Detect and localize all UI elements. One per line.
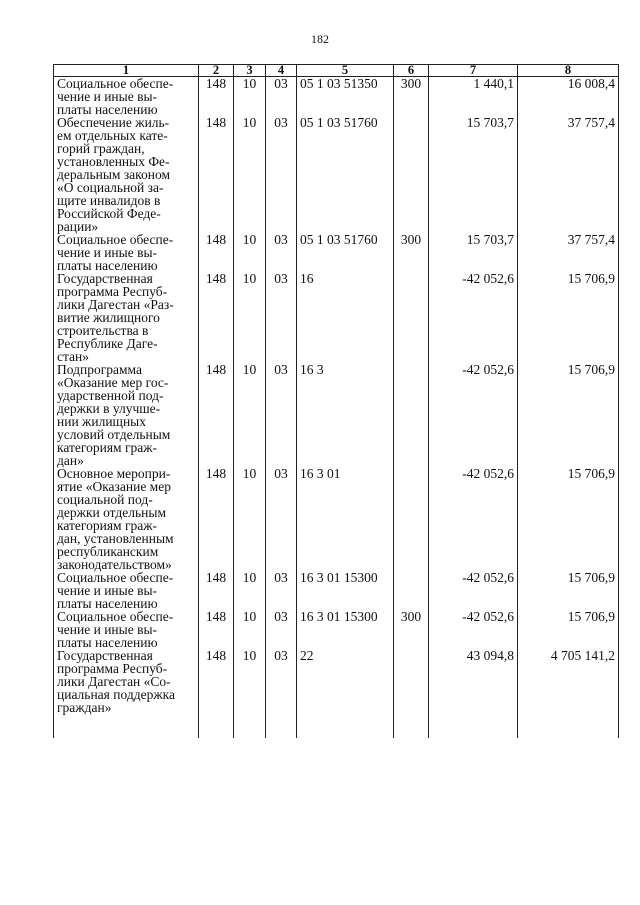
section-code: 10: [234, 571, 266, 610]
description-line: ятие «Оказание мер: [57, 479, 171, 494]
table-row: [54, 610, 619, 649]
table-row: [54, 77, 619, 117]
target-article-code: 22: [297, 649, 394, 738]
description-line: ударственной под-: [57, 388, 164, 403]
section-code: 10: [234, 116, 266, 233]
description-line: рации»: [57, 219, 99, 234]
description-line: республиканским: [57, 544, 159, 559]
description-line: стан»: [57, 349, 90, 364]
description-line: условий отдельным: [57, 427, 171, 442]
description-line: платы населению: [57, 596, 158, 611]
description-line: Республике Даге-: [57, 336, 158, 351]
column-header-1: 1: [54, 65, 199, 77]
section-code: 10: [234, 272, 266, 363]
amount-total: 4 705 141,2: [518, 649, 619, 738]
section-code: 10: [234, 610, 266, 649]
amount-total: 15 706,9: [518, 272, 619, 363]
description-line: «Оказание мер гос-: [57, 375, 169, 390]
description-line: Социальное обеспе-: [57, 570, 174, 585]
description-line: нии жилищных: [57, 414, 147, 429]
column-header-3: 3: [234, 65, 266, 77]
expense-type-code: [394, 571, 429, 610]
table-body: [54, 77, 619, 739]
description-line: платы населению: [57, 102, 158, 117]
subsection-code: 03: [266, 77, 297, 117]
amount-total: 15 706,9: [518, 610, 619, 649]
description-line: циальная поддержка: [57, 687, 175, 702]
description-line: лики Дагестан «Раз-: [57, 297, 174, 312]
row-description: [54, 610, 199, 649]
target-article-code: 05 1 03 51760: [297, 116, 394, 233]
row-description: [54, 116, 199, 233]
ministry-code: 148: [199, 363, 234, 467]
budget-table: [53, 64, 619, 738]
subsection-code: 03: [266, 610, 297, 649]
section-code: 10: [234, 233, 266, 272]
subsection-code: 03: [266, 467, 297, 571]
amount-change: -42 052,6: [429, 272, 518, 363]
description-line: чение и иные вы-: [57, 622, 158, 637]
amount-change: 43 094,8: [429, 649, 518, 738]
subsection-code: 03: [266, 116, 297, 233]
description-line: Социальное обеспе-: [57, 232, 174, 247]
description-line: деральным законом: [57, 167, 171, 182]
description-line: строительства в: [57, 323, 149, 338]
amount-change: -42 052,6: [429, 363, 518, 467]
table-row: [54, 116, 619, 233]
row-description: [54, 233, 199, 272]
description-line: ем отдельных кате-: [57, 128, 168, 143]
section-code: 10: [234, 467, 266, 571]
amount-change: -42 052,6: [429, 467, 518, 571]
row-description: [54, 571, 199, 610]
description-line: дан, установленным: [57, 531, 174, 546]
row-description: [54, 272, 199, 363]
amount-change: -42 052,6: [429, 571, 518, 610]
description-line: «О социальной за-: [57, 180, 164, 195]
row-description: [54, 649, 199, 738]
description-line: Подпрограмма: [57, 362, 142, 377]
description-line: дан»: [57, 453, 84, 468]
column-header-8: 8: [518, 65, 619, 77]
target-article-code: 16 3 01: [297, 467, 394, 571]
ministry-code: 148: [199, 467, 234, 571]
ministry-code: 148: [199, 571, 234, 610]
target-article-code: 16: [297, 272, 394, 363]
target-article-code: 05 1 03 51350: [297, 77, 394, 117]
amount-total: 37 757,4: [518, 233, 619, 272]
amount-change: -42 052,6: [429, 610, 518, 649]
page-number: 182: [311, 32, 329, 46]
description-line: чение и иные вы-: [57, 583, 158, 598]
description-line: Основное меропри-: [57, 466, 171, 481]
description-line: держки в улучше-: [57, 401, 161, 416]
description-line: платы населению: [57, 635, 158, 650]
table-row: [54, 272, 619, 363]
table-row: [54, 467, 619, 571]
description-line: Государственная: [57, 271, 153, 286]
ministry-code: 148: [199, 116, 234, 233]
subsection-code: 03: [266, 233, 297, 272]
description-line: Социальное обеспе-: [57, 609, 174, 624]
ministry-code: 148: [199, 233, 234, 272]
amount-change: 15 703,7: [429, 233, 518, 272]
section-code: 10: [234, 363, 266, 467]
table-row: [54, 233, 619, 272]
expense-type-code: 300: [394, 77, 429, 117]
column-header-2: 2: [199, 65, 234, 77]
subsection-code: 03: [266, 571, 297, 610]
amount-change: 15 703,7: [429, 116, 518, 233]
description-line: щите инвалидов в: [57, 193, 161, 208]
target-article-code: 16 3 01 15300: [297, 610, 394, 649]
subsection-code: 03: [266, 363, 297, 467]
amount-total: 16 008,4: [518, 77, 619, 117]
row-description: [54, 363, 199, 467]
column-header-4: 4: [266, 65, 297, 77]
description-line: платы населению: [57, 258, 158, 273]
subsection-code: 03: [266, 272, 297, 363]
description-line: установленных Фе-: [57, 154, 170, 169]
column-header-6: 6: [394, 65, 429, 77]
description-line: горий граждан,: [57, 141, 145, 156]
header-row: [54, 65, 619, 77]
ministry-code: 148: [199, 610, 234, 649]
target-article-code: 16 3 01 15300: [297, 571, 394, 610]
ministry-code: 148: [199, 77, 234, 117]
ministry-code: 148: [199, 649, 234, 738]
expense-type-code: [394, 363, 429, 467]
description-line: витие жилищного: [57, 310, 160, 325]
row-description: [54, 77, 199, 117]
column-header-7: 7: [429, 65, 518, 77]
amount-total: 15 706,9: [518, 571, 619, 610]
description-line: категориям граж-: [57, 440, 158, 455]
description-line: лики Дагестан «Со-: [57, 674, 171, 689]
expense-type-code: [394, 649, 429, 738]
ministry-code: 148: [199, 272, 234, 363]
amount-change: 1 440,1: [429, 77, 518, 117]
description-line: социальной под-: [57, 492, 153, 507]
description-line: граждан»: [57, 700, 112, 715]
description-line: держки отдельным: [57, 505, 166, 520]
table-row: [54, 649, 619, 738]
description-line: категориям граж-: [57, 518, 158, 533]
description-line: Государственная: [57, 648, 153, 663]
expense-type-code: 300: [394, 233, 429, 272]
row-description: [54, 467, 199, 571]
description-line: чение и иные вы-: [57, 89, 158, 104]
description-line: программа Респуб-: [57, 284, 168, 299]
table-row: [54, 363, 619, 467]
description-line: Российской Федe-: [57, 206, 161, 221]
expense-type-code: 300: [394, 610, 429, 649]
expense-type-code: [394, 116, 429, 233]
amount-total: 15 706,9: [518, 467, 619, 571]
amount-total: 15 706,9: [518, 363, 619, 467]
target-article-code: 16 3: [297, 363, 394, 467]
target-article-code: 05 1 03 51760: [297, 233, 394, 272]
section-code: 10: [234, 649, 266, 738]
column-header-5: 5: [297, 65, 394, 77]
description-line: Социальное обеспе-: [57, 76, 174, 91]
expense-type-code: [394, 272, 429, 363]
expense-type-code: [394, 467, 429, 571]
description-line: законодательством»: [57, 557, 172, 572]
section-code: 10: [234, 77, 266, 117]
description-line: чение и иные вы-: [57, 245, 158, 260]
description-line: Обеспечение жиль-: [57, 115, 170, 130]
description-line: программа Респуб-: [57, 661, 168, 676]
subsection-code: 03: [266, 649, 297, 738]
table-row: [54, 571, 619, 610]
amount-total: 37 757,4: [518, 116, 619, 233]
